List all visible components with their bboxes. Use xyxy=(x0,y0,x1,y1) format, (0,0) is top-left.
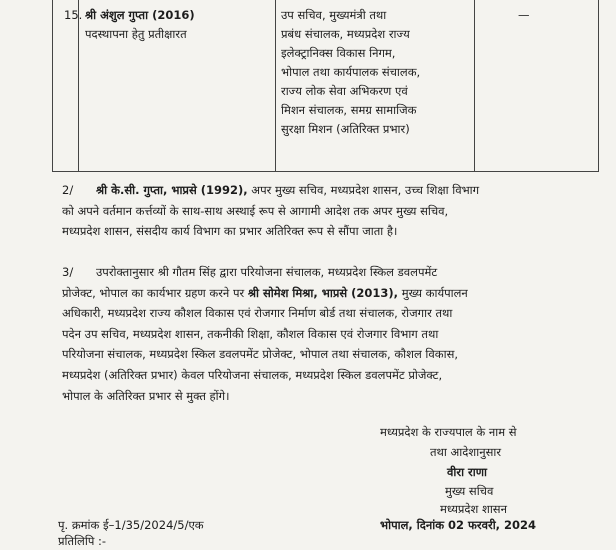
paragraph-2 xyxy=(62,180,597,242)
place-and-date: भोपाल, दिनांक 02 फरवरी, 2024 xyxy=(380,518,537,532)
paragraph-line: भोपाल के अतिरिक्त प्रभार से मुक्त होंगे। xyxy=(62,388,230,403)
paragraph-text: प्रोजेक्ट, भोपाल का कार्यभार ग्रहण करने पर xyxy=(62,285,248,300)
table-border-left xyxy=(52,0,53,172)
paragraph-line: मध्यप्रदेश शासन, संसदीय कार्य विभाग का प्रभार अतिरिक्त रूप से सौंपा जाता है। xyxy=(62,224,398,239)
paragraph-line: को अपने वर्तमान कर्त्तव्यों के साथ-साथ अस्थाई रूप से आगामी आदेश तक अपर मुख्य सचिव, xyxy=(62,203,449,218)
signature-authority: मध्यप्रदेश के राज्यपाल के नाम से xyxy=(380,425,517,439)
paragraph-line: परियोजना संचालक, मध्यप्रदेश स्किल डवलपमेंट प्रोजेक्ट, भोपाल तथा संचालक, कौशल विकास, xyxy=(62,347,459,362)
signatory-name: वीरा राणा xyxy=(447,465,488,479)
paragraph-line: अधिकारी, मध्यप्रदेश राज्य कौशल विकास एवं रोजगार निर्माण बोर्ड तथा संचालक, रोजगार तथा xyxy=(62,306,453,321)
paragraph-text: उपरोक्तानुसार श्री गौतम सिंह द्वारा परियोजना संचालक, मध्यप्रदेश स्किल डवलपमेंट xyxy=(96,265,438,279)
posting-line: भोपाल तथा कार्यपालक संचालक, xyxy=(281,65,421,79)
paragraph-line xyxy=(62,180,597,201)
row-current-status: पदस्थापना हेतु प्रतीक्षारत xyxy=(85,27,187,41)
table-border-sn xyxy=(78,0,79,172)
officer-name: श्री सोमेश मिश्रा, भाप्रसे (2013), xyxy=(247,285,399,300)
paragraph-line xyxy=(62,283,597,304)
posting-line: उप सचिव, मुख्यमंत्री तथा xyxy=(281,8,387,22)
signatory-designation: मुख्य सचिव xyxy=(445,484,494,498)
paragraph-text: मुख्य कार्यपालन xyxy=(398,285,468,300)
table-border-bottom xyxy=(52,171,599,172)
paragraph-3 xyxy=(62,262,597,406)
paragraph-text: अपर मुख्य सचिव, मध्यप्रदेश शासन, उच्च शिक्षा विभाग xyxy=(247,183,480,197)
row-officer-name: श्री अंशुल गुप्ता (2016) xyxy=(85,8,195,22)
paragraph-number: 2/ xyxy=(62,183,74,197)
signatory-office: मध्यप्रदेश शासन xyxy=(440,502,507,516)
row-remark: — xyxy=(518,8,530,22)
paragraph-line: मध्यप्रदेश (अतिरिक्त प्रभार) केवल परियोजना संचालक, मध्यप्रदेश स्किल डवलपमेंट प्रोजेक्ट, xyxy=(62,367,443,382)
row-new-posting xyxy=(281,6,481,139)
table-border-name xyxy=(275,0,276,172)
copy-to-label: प्रतिलिपि :- xyxy=(58,534,107,548)
signature-order: तथा आदेशानुसार xyxy=(430,445,502,459)
posting-line: प्रबंध संचालक, मध्यप्रदेश राज्य xyxy=(281,27,410,41)
paragraph-line xyxy=(62,262,597,283)
posting-line: राज्य लोक सेवा अभिकरण एवं xyxy=(281,84,408,98)
posting-line: इलेक्ट्रानिक्स विकास निगम, xyxy=(281,46,396,60)
row-serial: 15. xyxy=(64,8,83,22)
officer-name: श्री के.सी. गुप्ता, भाप्रसे (1992), xyxy=(96,183,248,197)
posting-line: सुरक्षा मिशन (अतिरिक्त प्रभार) xyxy=(281,122,410,136)
reference-number: पृ. क्रमांक ई–1/35/2024/5/एक xyxy=(58,518,204,532)
table-border-right xyxy=(598,0,599,172)
paragraph-number: 3/ xyxy=(62,265,74,279)
paragraph-line: पदेन उप सचिव, मध्यप्रदेश शासन, तकनीकी शिक्षा, कौशल विकास एवं रोजगार विभाग तथा xyxy=(62,326,439,341)
posting-line: मिशन संचालक, समग्र सामाजिक xyxy=(281,103,417,117)
